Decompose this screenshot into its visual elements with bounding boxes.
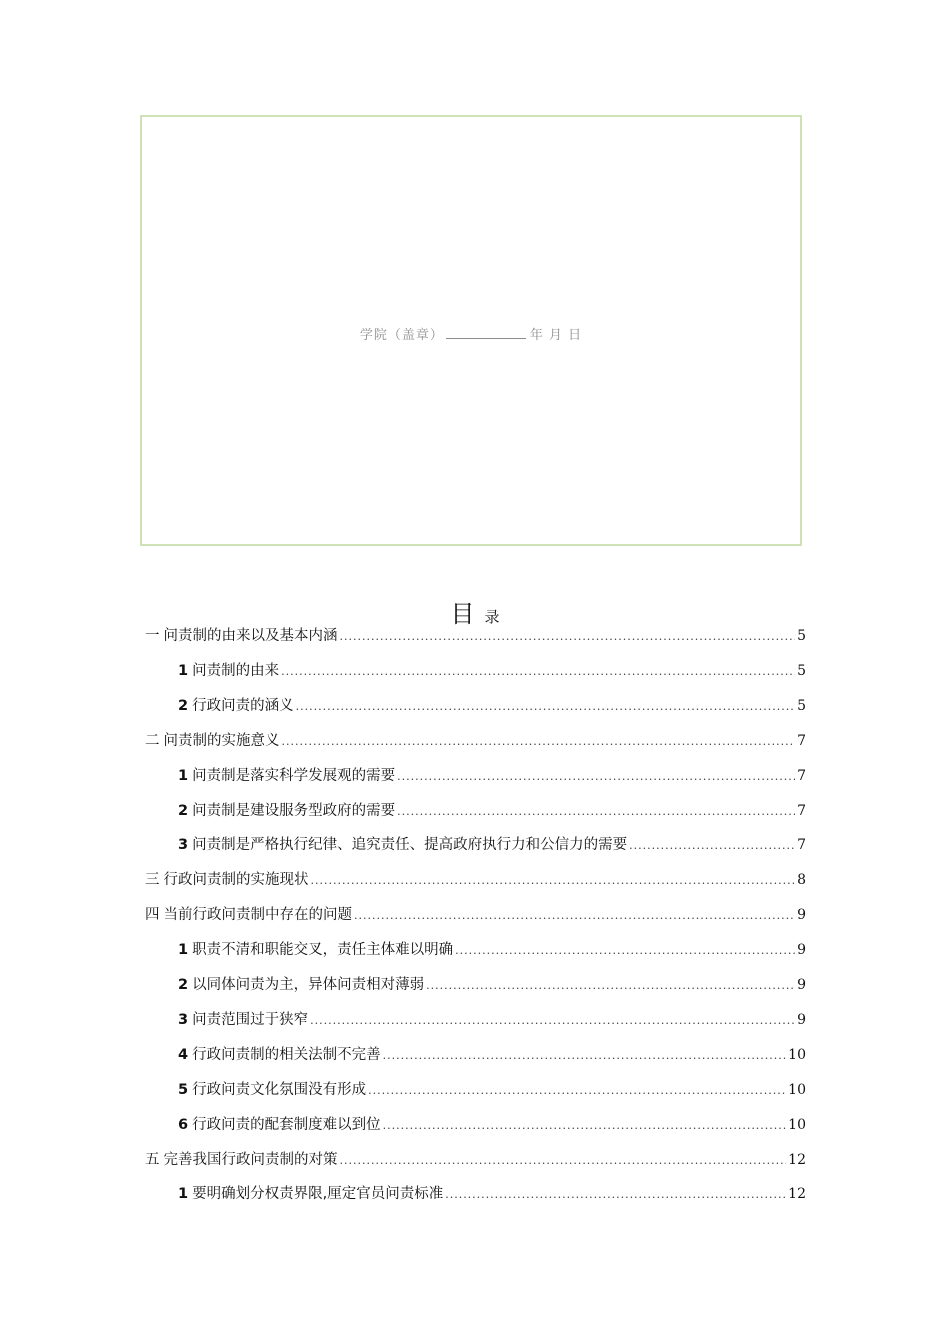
toc-entry-number: 1: [178, 942, 189, 959]
toc-entry-title: 行政问责制的相关法制不完善: [192, 1046, 381, 1063]
toc-entry-number: 3: [178, 837, 189, 854]
toc-entry-page: 10: [788, 1046, 806, 1063]
toc-entry-page: 12: [788, 1151, 806, 1168]
toc-entry[interactable]: [178, 694, 806, 716]
toc-dot-leader: [445, 1188, 786, 1201]
toc-entry[interactable]: [178, 799, 806, 821]
toc-heading-main: 目: [450, 600, 475, 628]
toc-entry-number: 2: [178, 802, 189, 819]
toc-entry-number: 1: [178, 662, 189, 679]
toc-entry-page: 7: [797, 837, 806, 854]
toc-entry-page: 12: [788, 1186, 806, 1203]
toc-entry[interactable]: [178, 833, 806, 855]
toc-entry[interactable]: [178, 1043, 806, 1065]
toc-dot-leader: [296, 700, 795, 713]
toc-entry-page: 5: [797, 628, 806, 644]
toc-entry-page: 10: [788, 1081, 806, 1098]
toc-entry-title: 行政问责制的实施现状: [163, 872, 309, 889]
toc-entry-title: 问责制是落实科学发展观的需要: [192, 767, 396, 784]
toc-entry-title: 问责制是建设服务型政府的需要: [192, 802, 396, 819]
toc-entry[interactable]: [178, 1008, 806, 1030]
toc-dot-leader: [397, 805, 795, 818]
stamp-line: [142, 324, 800, 343]
toc-entry-number: 2: [178, 977, 189, 993]
toc-entry[interactable]: [178, 1078, 806, 1100]
toc-entry-number: 一: [145, 628, 160, 644]
toc-entry[interactable]: [178, 938, 806, 960]
stamp-label: 学院（盖章）: [359, 328, 444, 343]
toc-entry[interactable]: [178, 1113, 806, 1135]
toc-entry-title: 问责制的由来: [192, 662, 280, 679]
toc-dot-leader: [455, 944, 795, 957]
toc-dot-leader: [281, 665, 795, 678]
toc-dot-leader: [340, 630, 796, 643]
toc-entry-title: 以同体问责为主，异体问责相对薄弱: [192, 977, 425, 993]
toc-entry-title: 当前行政问责制中存在的问题: [163, 907, 352, 924]
toc-dot-leader: [310, 1014, 795, 1027]
toc-entry-title: 行政问责的配套制度难以到位: [192, 1116, 381, 1133]
toc-entry-page: 8: [797, 872, 806, 889]
toc-entry-number: 3: [178, 1011, 189, 1028]
toc-entry-page: 7: [797, 802, 806, 819]
toc-entry-title: 问责范围过于狭窄: [192, 1011, 309, 1028]
toc-dot-leader: [426, 979, 795, 992]
toc-entry[interactable]: [145, 903, 806, 925]
toc-entry-page: 5: [797, 662, 806, 679]
toc-entry-title: 问责制是严格执行纪律、追究责任、提高政府执行力和公信力的需要: [192, 837, 628, 854]
toc-entry-title: 行政问责文化氛围没有形成: [192, 1081, 367, 1098]
toc-entry-page: 10: [788, 1116, 806, 1133]
toc-entry-title: 问责制的实施意义: [163, 732, 280, 749]
toc-dot-leader: [383, 1049, 787, 1062]
toc-entry[interactable]: [178, 1182, 806, 1204]
stamp-date-label: 年 月 日: [529, 328, 583, 343]
toc-entry[interactable]: [178, 973, 806, 995]
toc-entry-number: 5: [178, 1081, 189, 1098]
toc-entry-page: 7: [797, 767, 806, 784]
toc-entry[interactable]: [145, 624, 806, 646]
toc-entry-page: 5: [797, 697, 806, 714]
toc-entry-page: 9: [797, 942, 806, 959]
toc-dot-leader: [282, 735, 796, 748]
toc-dot-leader: [340, 1154, 787, 1167]
toc-entry[interactable]: [178, 764, 806, 786]
toc-entry-title: 问责制的由来以及基本内涵: [163, 628, 338, 644]
toc-entry-title: 行政问责的涵义: [192, 697, 294, 714]
toc-entry-number: 三: [145, 872, 160, 889]
toc-dot-leader: [354, 909, 795, 922]
toc-entry-title: 完善我国行政问责制的对策: [163, 1151, 338, 1168]
toc-entry-number: 五: [145, 1151, 160, 1168]
toc-entry[interactable]: [145, 729, 806, 751]
toc-entry-number: 二: [145, 732, 160, 749]
toc-entry-title: 职责不清和职能交叉，责任主体难以明确: [192, 942, 454, 959]
toc-entry-title: 要明确划分权责界限,厘定官员问责标准: [192, 1186, 444, 1203]
toc-entry-page: 9: [797, 1011, 806, 1028]
toc-dot-leader: [311, 874, 796, 887]
toc-dot-leader: [397, 770, 795, 783]
stamp-box: [140, 115, 802, 546]
toc-entry[interactable]: [145, 868, 806, 890]
toc-dot-leader: [368, 1084, 786, 1097]
toc-entry-page: 9: [797, 977, 806, 993]
toc-entry-number: 6: [178, 1116, 189, 1133]
toc-dot-leader: [383, 1119, 787, 1132]
toc-entry-number: 1: [178, 1186, 189, 1203]
signature-blank: [446, 326, 526, 339]
toc-entry[interactable]: [145, 1148, 806, 1170]
toc-dot-leader: [629, 839, 795, 852]
toc-entry-page: 7: [797, 732, 806, 749]
toc-entry-number: 4: [178, 1046, 189, 1063]
toc-heading-sub: 录: [484, 608, 500, 626]
toc-entry-number: 1: [178, 767, 189, 784]
toc-entry-number: 2: [178, 697, 189, 714]
toc-entry-number: 四: [145, 907, 160, 924]
toc-entry[interactable]: [178, 659, 806, 681]
toc-entry-page: 9: [797, 907, 806, 924]
